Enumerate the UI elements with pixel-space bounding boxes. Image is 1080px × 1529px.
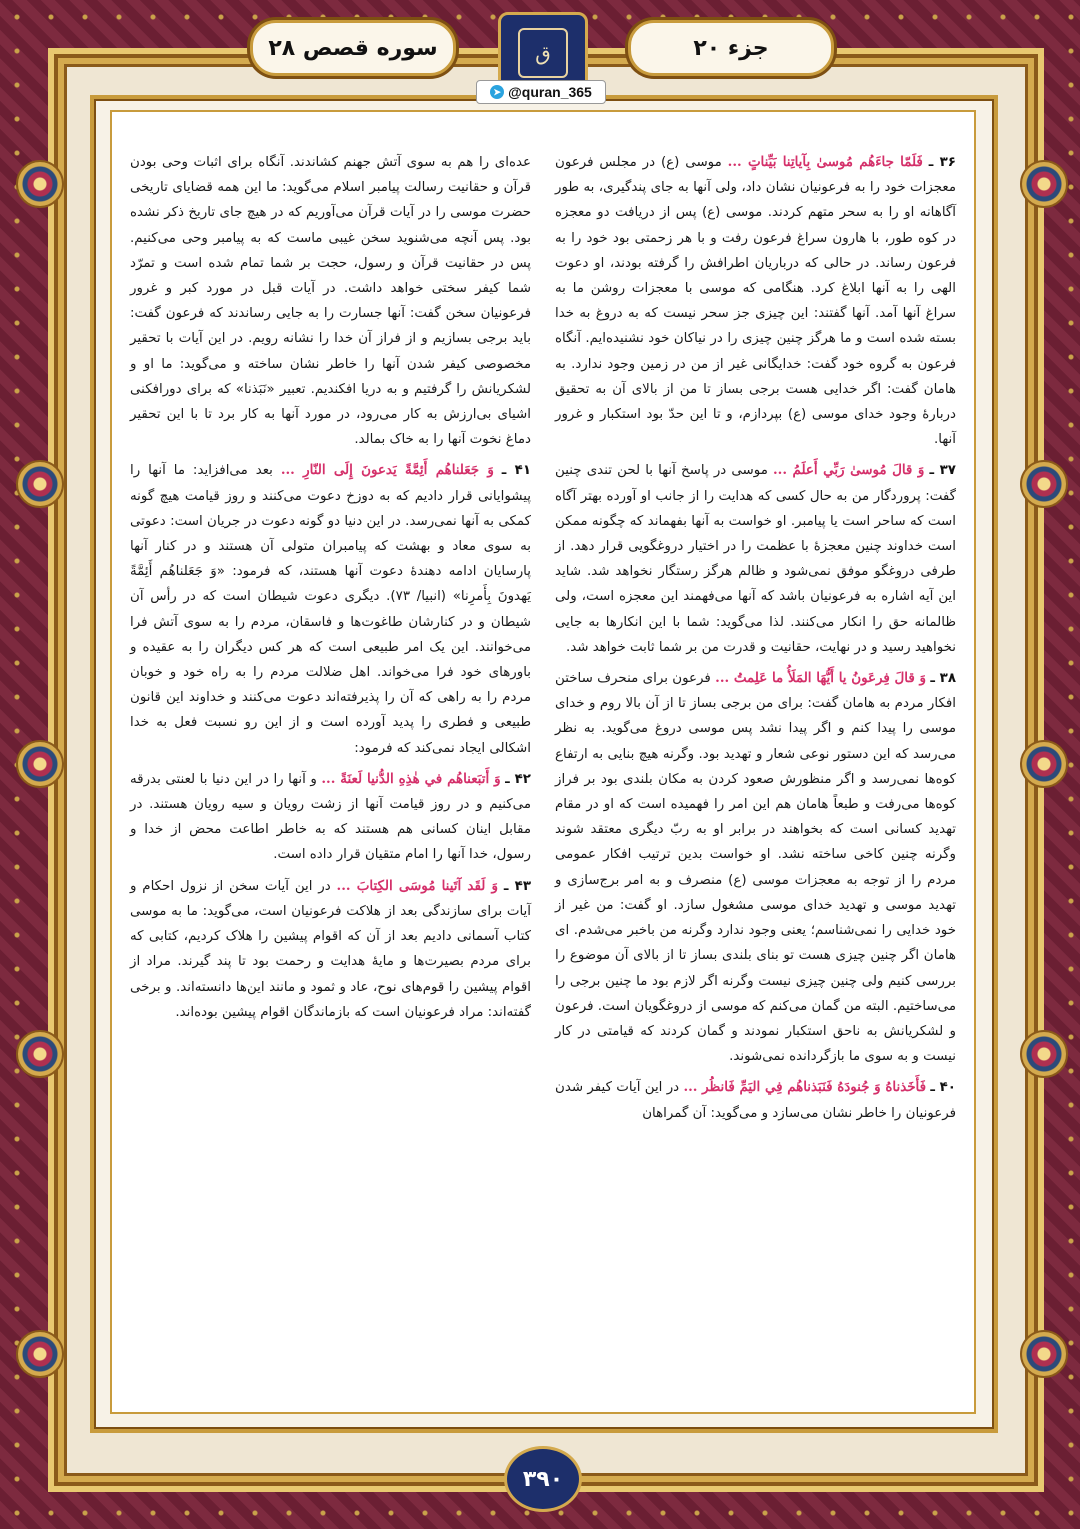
commentary-paragraph bbox=[555, 1075, 956, 1125]
medallion-right-4 bbox=[1020, 1030, 1068, 1078]
commentary-text: در این آیات سخن از نزول احکام و آیات برای سازندگی بعد از هلاکت فرعونیان است، می‌گوید: ما به موسی کتاب آسمانی دادیم بعد از آن که اقوام پیشین را هلاک کردیم، کتابی که برای مردم بصیرت‌ها و مایهٔ هدایت و رحمت بود تا پند گیرند. مراد از اقوام پیشین را قوم‌های نوح، عاد و ثمود و مانند این‌ها دانسته‌اند. و برخی گفته‌اند: مراد فرعونیان است که بازماندگان اقوام پیشین بوده‌اند. bbox=[130, 878, 531, 1020]
surah-title bbox=[250, 20, 456, 76]
verse-number: ۳۸ ـ bbox=[930, 671, 956, 687]
verse-number: ۳۶ ـ bbox=[928, 155, 956, 170]
medallion-right-5 bbox=[1020, 1330, 1068, 1378]
medallion-left-1 bbox=[16, 160, 64, 208]
medallion-left-5 bbox=[16, 1330, 64, 1378]
medallion-right-2 bbox=[1020, 460, 1068, 508]
telegram-icon: ➤ bbox=[490, 85, 504, 99]
verse-quote: وَ جَعَلناهُم أَئِمَّةً يَدعونَ إِلَى النّارِ ... bbox=[280, 462, 494, 479]
commentary-paragraph bbox=[555, 666, 956, 1069]
verse-quote: فَلَمّا جاءَهُم مُوسىٰ بِآياتِنا بَيِّناتٍ ... bbox=[727, 154, 923, 170]
verse-number: ۴۰ ـ bbox=[930, 1080, 956, 1096]
commentary-text: و آنها را در این دنیا با لعنتی بدرقه می‌کنیم و در روز قیامت آنها از زشت رویان و سیه رویان هستند. در مقابل اینان کسانی هم هستند که به خاطر اطاعت محض از خدا و رسول، خدا آنها را امام متقیان قرار داده است. bbox=[130, 771, 531, 863]
commentary-columns bbox=[130, 150, 956, 1380]
juz-label: جزء ۲۰ bbox=[693, 35, 769, 61]
juz-title bbox=[628, 20, 834, 76]
medallion-left-2 bbox=[16, 460, 64, 508]
verse-quote: وَ قالَ مُوسىٰ رَبِّي أَعلَمُ ... bbox=[773, 462, 925, 479]
left-column bbox=[130, 150, 531, 1380]
medallion-right-1 bbox=[1020, 160, 1068, 208]
commentary-paragraph bbox=[130, 767, 531, 868]
verse-quote: وَ أَتبَعناهُم في هٰذِهِ الدُّنيا لَعنَةً ... bbox=[321, 770, 501, 787]
medallion-left-3 bbox=[16, 740, 64, 788]
commentary-paragraph bbox=[130, 874, 531, 1025]
commentary-text: عده‌ای را هم به سوی آتش جهنم کشاندند. آنگاه برای اثبات وحی بودن قرآن و حقانیت رسالت پیامبر اسلام می‌گوید: ما این همه قضایای تاریخی حضرت موسی را در آیات قرآن می‌آوریم که در هیچ جای تاریخ ذکر نشده بود. پس آنچه می‌شنوید سخن غیبی ماست که به پیامبر وحی می‌کنیم. پس در حقانیت قرآن و رسول، حجت بر شما تمام شده است و تمرّد شما کیفر سختی خواهد داشت. در آیات قبل در مورد کبر و غرور فرعونیان سخن گفت: آنها جسارت را به جایی رساندند که فرعون گفت: باید برجی بسازیم و از فراز آن خدا را نشانه رویم. در این آیات با تحقیر مخصوصی کیفر شدن آنها را خاطر نشان ساخته و می‌گوید: ما او و لشکریانش را گرفتیم و به دریا افکندیم. تعبیر «نَبَذنا» که برای دورافکنی اشیای بی‌ارزش به کار می‌رود، در مورد آنها به کار برد تا با این تحقیر دماغ نخوت آنها را به خاک بمالد. bbox=[130, 155, 531, 448]
verse-quote: فَأَخَذناهُ وَ جُنودَهُ فَنَبَذناهُم فِي اليَمِّ فَانظُر ... bbox=[683, 1079, 926, 1096]
verse-number: ۳۷ ـ bbox=[929, 463, 956, 479]
commentary-paragraph bbox=[555, 150, 956, 452]
verse-quote: وَ قالَ فِرعَونُ يا أَيُّهَا المَلَأُ ما عَلِمتُ ... bbox=[715, 670, 926, 687]
commentary-text: موسی در پاسخ آنها با لحن تندی چنین گفت: پروردگار من به حال کسی که هدایت را از جانب او آورده بهتر آگاه است که ساحر است یا پیامبر. او خواست به آنها بفهماند که چگونه ممکن است خداوند چنین معجزهٔ با عظمت را در اختیار دروغگویی قرار دهد. از طرفی دروغگو موفق نمی‌شود و ظالم هرگز رستگار نخواهد شد. شاید این آیه اشاره به فرعونیان باشد که آنها می‌فهمند این معجزه است، ولی ظالمانه حق را انکار می‌کنند. لذا می‌گوید: شما با این انکارها به جایی نخواهید رسید و در نهایت، حقانیت و قدرت من بر شما ثابت خواهد شد. bbox=[555, 463, 956, 655]
commentary-text: فرعون برای منحرف ساختن افکار مردم به هامان گفت: برای من برجی بساز تا از آن بالا روم و خدای موسی را پیدا کنم و اگر پیدا نشد پس موسی دروغ می‌گوید. به نظر می‌رسد که این دستور نوعی شعار و تهدید بود. وگرنه هیچ بنایی به ارتفاع کوه‌ها نمی‌رسد و اگر منظورش صعود کردن به مکان بلندی بود بر فراز کوه‌ها می‌رفت و طبعاً هامان هم این امر را فهمیده است که او در مقام تهدید کسانی است که بخواهند در برابر او به ربّ دیگری معتقد شوند وگرنه چنین کاخی ساخته نشد. او خواست بدین ترتیب افکار عمومی مردم را از توجه به معجزات موسی (ع) منصرف و به امر برج‌سازی و تهدید موسی و تهدید خدای موسی مشغول سازد. او گفت: من غیر از خود خدایی را نمی‌شناسم؛ یعنی وجود ندارد وگرنه من باخبر می‌شدم. ای هامان اگر چنین چیزی هست تو بنای بلندی بساز تا از بالای آن موضوع را بررسی کنیم ولی چنین چیزی نیست وگرنه اگر لازم بود ما چنین برجی را می‌ساختیم. البته من گمان می‌کنم که موسی از دروغگویان است. فرعون و لشکریانش به ناحق استکبار نمودند و گمان کردند که قیامتی در کار نیست و به سوی ما بازگردانده نمی‌شوند. bbox=[555, 671, 956, 1065]
commentary-text: موسی (ع) در مجلس فرعون معجزات خود را به فرعونیان نشان داد، ولی آنها به جای پندگیری، به طور آگاهانه او را به سحر متهم کردند. موسی (ع) پس از دریافت دو معجزه در کوه طور، با هارون سراغ فرعون رفت و با هر زحمتی بود خود را به فرعون رساند. در حالی که درباریان اطرافش را گرفته بودند، او دعوت الهی را به آنها ابلاغ کرد. هنگامی که موسی با معجزات روشن ما به سراغ آنها آمد. آنها گفتند: این چیزی جز سحر نیست که به دروغ به خدا بسته شده است و ما هرگز چنین چیزی را در نیاکان خود نشنیده‌ایم. آنگاه فرعون به گروه خود گفت: خدایگانی غیر از من در زمین وجود ندارد. به هامان گفت: اگر خدایی هست برجی بساز تا من از بالای آن به تحقیق دربارهٔ وجود خدای موسی (ع) بپردازم، و تا این حدّ بود استکبار و غرور آنها. bbox=[555, 155, 956, 448]
surah-label: سوره قصص ۲۸ bbox=[268, 35, 438, 61]
medallion-right-3 bbox=[1020, 740, 1068, 788]
commentary-paragraph bbox=[130, 458, 531, 760]
verse-quote: وَ لَقَد آتَينا مُوسَى الكِتابَ ... bbox=[336, 877, 498, 894]
right-column bbox=[555, 150, 956, 1380]
verse-number: ۴۳ ـ bbox=[503, 878, 531, 894]
commentary-paragraph bbox=[130, 150, 531, 452]
medallion-left-4 bbox=[16, 1030, 64, 1078]
verse-number: ۴۱ ـ bbox=[501, 463, 532, 479]
commentary-text: بعد می‌افزاید: ما آنها را پیشوایانی قرار دادیم که به دوزخ دعوت می‌کنند و روز قیامت هیچ گونه کمکی به آنها نمی‌رسد. در این دنیا دو گونه دعوت در جریان است: دعوتی به سوی معاد و بهشت که پیامبران متولی آن هستند و در کنار آنها پارسایان ادامه دهندهٔ دعوت آنها هستند، که فرمود: «وَ جَعَلناهُم أَئِمَّةً يَهدونَ بِأَمرِنا» (انبیا/ ۷۳). دیگری دعوت شیطان است که در رأس آن شیطان و در کنارشان طاغوت‌ها و فاسقان، مردم را به سوی آتش فرا می‌خوانند. این یک امر طبیعی است که هر کس دیگران را به عقیده و باورهای خود فرا می‌خواند. اهل ضلالت مردم را به راه خود و خوبان مردم را به راهی که آن را پذیرفته‌اند دعوت می‌کنند و خداوند این قانون طبیعی و فطری را پدید آورده است و از این رو نسبت فعل به خدا اشکالی ایجاد نمی‌کند که فرمود: bbox=[130, 463, 531, 756]
verse-number: ۴۲ ـ bbox=[505, 771, 531, 787]
channel-handle: @quran_365 bbox=[508, 84, 592, 100]
channel-tag[interactable] bbox=[476, 80, 606, 104]
commentary-text: در این آیات کیفر شدن فرعونیان را خاطر نشان می‌سازد و می‌گوید: آن گمراهان bbox=[555, 1080, 956, 1121]
emblem-calligraphy: ق bbox=[518, 28, 568, 78]
page-number: ۳۹۰ bbox=[504, 1446, 582, 1512]
commentary-paragraph bbox=[555, 458, 956, 660]
